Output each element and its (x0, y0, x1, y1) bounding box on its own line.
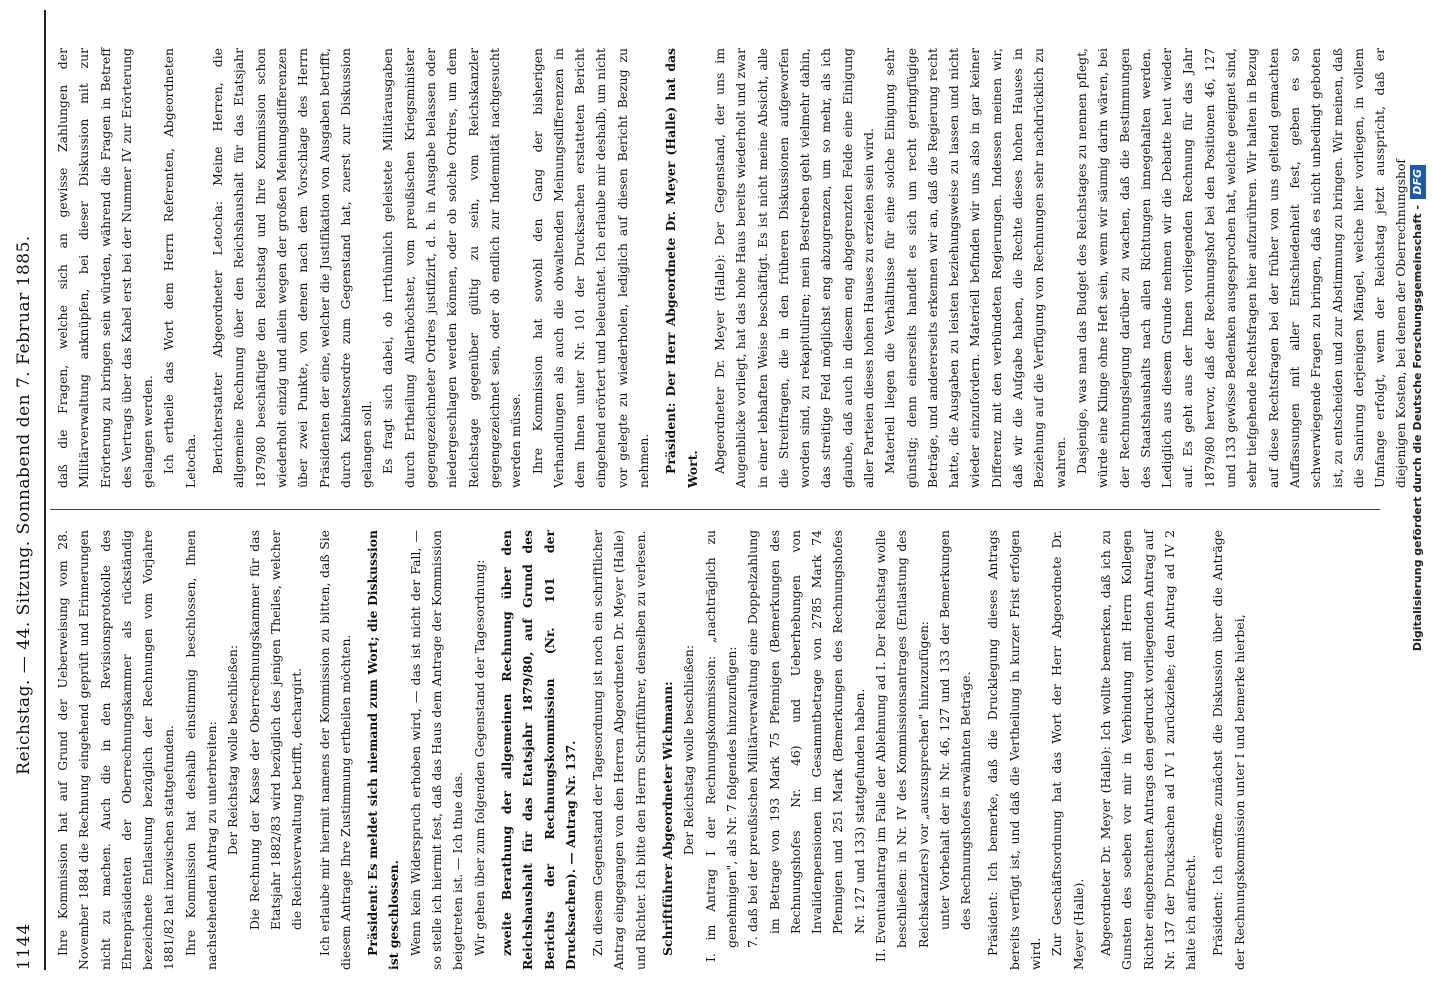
page-number: 1144 (14, 922, 34, 970)
paragraph: Dasjenige, was man das Budget des Reichstages zu nennen pflegt, würde eine Klinge ohne Heft sein, wenn wir säumig darin wären, bei der Rechnungslegung darüber zu wachen, daß die Bestimmungen des Staatshaushalts nach allen Richtungen innegehalten werden. Lediglich aus diesem Grunde nehmen wir die Debatte heut wieder auf. Es geht aus der Ihnen vorliegenden Rechnung für das Jahr 1879/80 hervor, daß der Rechnungshof bei den Positionen 46, 127 und 133 gewisse Bedenken ausgesprochen hat, welche geeignet sind, sehr tiefgehende Rechtsfragen hier aufzurühren. Wir halten in Bezug auf diese Rechtsfragen bei der früher von uns geltend gemachten Auffassungen mit aller Entschiedenheit fest, geben es so schwerwiegende Fragen zu bringen, daß es nicht unbedingt geboten ist, zu entscheiden und zur Abstimmung zu bringen. Wir meinen, daß die Sanirung derjenigen Mängel, welche hier vorliegen, in vollem Umfange erfolgt, wenn der Reichstag jetzt ausspricht, daß er diejenigen Kosten, bei denen der Oberrechnungshof (1073, 48, 1409, 488)
paragraph: Abgeordneter Dr. Meyer (Halle): Der Gegenstand, der uns im Augenblicke vorliegt, hat das hohe Haus bereits wiederholt und zwar in einer lebhaften Weise beschäftigt. Es ist nicht meine Absicht, alle die Streitfragen, die in den früheren Diskussionen aufgeworfen worden sind, zu rekapituliren; mein Bestreben geht vielmehr dahin, das streitige Feld möglichst eng abzugrenzen, um so mehr, als ich glaube, daß auch in diesem eng abgegrenzten Felde eine Einigung aller Parteien dieses hohen Hauses zu erzielen sein wird. (711, 48, 876, 488)
paragraph: Wenn kein Widerspruch erhoben wird, — das ist nicht der Fall, — so stelle ich hiermit fest, daß das Haus dem Antrage der Kommission beigetreten ist. — Ich thue das. (407, 530, 466, 970)
paragraph: Die Rechnung der Kasse der Oberrechnungskammer für das Etatsjahr 1882/83 wird bezüglich des jenigen Theiles, welcher die Reichsverwaltung betrifft, dechargirt. (246, 530, 305, 930)
dfg-logo: DFG (1410, 165, 1426, 199)
paragraph: unter Vorbehalt der in Nr. 46, 127 und 133 der Bemerkungen des Rechnungshofes erwähnten Beträge. (936, 530, 974, 930)
funding-sidebar (1408, 0, 1430, 1000)
paragraph: Ich ertheile das Wort dem Herrn Referenten, Abgeordneten Letocha. (161, 48, 198, 488)
paragraph: Präsident: Es meldet sich niemand zum Wort; die Diskussion ist geschlossen. (365, 530, 402, 970)
paragraph: Materiell liegen die Verhältnisse für eine solche Einigung sehr günstig; denn einerseits handelt es sich um recht geringfügige Beträge, und andererseits erkennen wir an, daß die Regierung recht hatte, die Ausgaben zu leisten beziehungsweise zu lassen und nicht wieder einzufordern. Materiell befinden wir uns also in gar keiner Differenz mit den verbündeten Regierungen. Indessen meinen wir, daß wir die Aufgabe haben, die Rechte dieses hohen Hauses in Beziehung auf die Verfügung von Rechnungen sehr nachdrücklich zu wahren. (882, 48, 1068, 488)
agenda-item-heading: zweite Berathung der allgemeinen Rechnung über den Reichshaushalt für das Etatsjahr 1879/80, auf Grund des Berichts der Rechnungskommission (Nr. 101 der Drucksachen). — Antrag Nr. 137. (498, 530, 578, 970)
column-divider (50, 509, 1380, 510)
page-title: Reichstag. — 44. Sitzung. Sonnabend den 7. Februar 1885. (14, 235, 34, 775)
left-column (52, 530, 1382, 970)
header-rule (44, 10, 46, 970)
list-item: 7. daß bei der preußischen Militärverwaltung eine Doppelzahlung im Betrage von 193 Mark 75 Pfennigen (Bemerkungen des Rechnungshofes Nr. 46) und Ueberhebungen von Invalidenpensionen im Gesammtbetrage von 2785 Mark 74 Pfennigen und 251 Mark (Bemerkungen des Rechnungshofes Nr. 127 und 133) stattgefunden haben. (745, 530, 867, 948)
paragraph: Berichterstatter Abgeordneter Letocha: Meine Herren, die allgemeine Rechnung über den Reichshaushalt für das Etatsjahr 1879/80 beschäftigte den Reichstag und Ihre Kommission schon wiederholt einzig und allein wegen der großen Meinungsdifferenzen über zwei Punkte, von denen nach dem Vorschlage des Herrn Präsidenten der eine, welcher die Justifikation von Ausgaben betrifft, durch Kabinetsordre zum Gegenstand hat, zuerst zur Diskussion gelangen soll. (210, 48, 375, 488)
page-header (8, 40, 42, 970)
paragraph: Der Reichstag wolle beschließen: (225, 644, 241, 856)
paragraph: Zu diesem Gegenstand der Tagesordnung ist noch ein schriftlicher Antrag eingegangen von den Herren Abgeordneten Dr. Meyer (Halle) und Richter. Ich bitte den Herrn Schriftführer, denselben zu verlesen. (590, 530, 648, 970)
list-item: II. Eventualantrag im Falle der Ablehnung ad I. Der Reichstag wolle beschließen: in Nr. IV des Kommissionsantrages (Entlastung des Reichskanzlers) vor „auszusprechen" hinzuzufügen: (872, 530, 931, 962)
paragraph: Präsident: Ich eröffne zunächst die Diskussion über die Anträge der Rechnungskommission unter I und bemerke hierbei, (1210, 530, 1247, 970)
paragraph: daß die Fragen, welche sich an gewisse Zahlungen der Militärverwaltung anknüpfen, bei dieser Diskussion mit zur Erörterung zu bringen sein würden, während die Fragen in Betreff des Vertrags über das Kabel erst bei der Nummer IV zur Erörterung gelangen werden. (55, 48, 156, 488)
paragraph: Zur Geschäftsordnung hat das Wort der Herr Abgeordnete Dr. Meyer (Halle). (1049, 530, 1086, 970)
paragraph: Wir gehen über zum folgenden Gegenstand der Tagesordnung: (471, 559, 487, 956)
paragraph: Präsident: Ich bemerke, daß die Drucklegung dieses Antrags bereits verfügt ist, und daß die Vertheilung in kurzer Frist erfolgen wird. (985, 530, 1044, 970)
funding-note: Digitalisierung gefördert durch die Deutsche Forschungsgemeinschaft - (1411, 205, 1424, 652)
paragraph: Ihre Kommission hat sowohl den Gang der bisherigen Verhandlungen als auch die obwaltenden Meinungsdifferenzen in dem Ihnen unter Nr. 101 der Drucksachen erstatteten Bericht eingehend erörtert und beleuchtet. Ich erlaube mir deshalb, um nicht vor gelegte zu wiederholen, lediglich auf diesen Bericht Bezug zu nehmen. (529, 48, 652, 488)
paragraph: Der Reichstag wolle beschließen: (681, 644, 697, 856)
paragraph: Ich erlaube mir hiermit namens der Kommission zu bitten, daß Sie diesem Antrage Ihre Zustimmung ertheilen möchten. (316, 530, 353, 970)
paragraph: Es fragt sich dabei, ob irrthümlich geleistete Militärausgaben durch Ertheilung Allerhöchster, vom preußischen Kriegsminister gegengezeichneter Ordres justifizirt, d. h. in Ausgabe belassen oder niedergeschlagen werden können, oder ob solche Ordres, um dem Reichstage gegenüber gültig zu sein, vom Reichskanzler gegengezeichnet sein, oder ob endlich zur Indemnität nachgesucht werden müsse. (380, 48, 524, 488)
speaker-label: Schriftführer Abgeordneter Wichmann: (660, 681, 676, 956)
paragraph: Abgeordneter Dr. Meyer (Halle): Ich wollte bemerken, daß ich zu Gunsten des soeben vor mir in Verbindung mit Herrn Kollegen Richter eingebrachten Antrags den gedruckt vorliegenden Antrag auf Nr. 137 der Drucksachen ad IV 1 zurückziehe; den Antrag ad IV 2 halte ich aufrecht. (1097, 530, 1199, 970)
list-item: I. im Antrag I der Rechnungskommission: „nachträglich zu genehmigen", als Nr. 7 folgendes hinzuzufügen: (702, 530, 739, 962)
paragraph: Ihre Kommission hat auf Grund der Ueberweisung vom 28. November 1884 die Rechnung eingehend geprüft und Erinnerungen nicht zu machen. Auch die in den Revisionsprotokolle des Ehrenpräsidenten der Oberrechnungskammer als rückständig bezeichnete Entlastung bezüglich der Rechnungen vom Vorjahre 1881/82 hat inzwischen stattgefunden. (55, 530, 177, 970)
right-column (52, 48, 1409, 488)
paragraph: Präsident: Der Herr Abgeordnete Dr. Meyer (Halle) hat das Wort. (663, 48, 700, 488)
paragraph: Ihre Kommission hat deshalb einstimmig beschlossen, Ihnen nachstehenden Antrag zu unterbreiten: (182, 530, 220, 970)
